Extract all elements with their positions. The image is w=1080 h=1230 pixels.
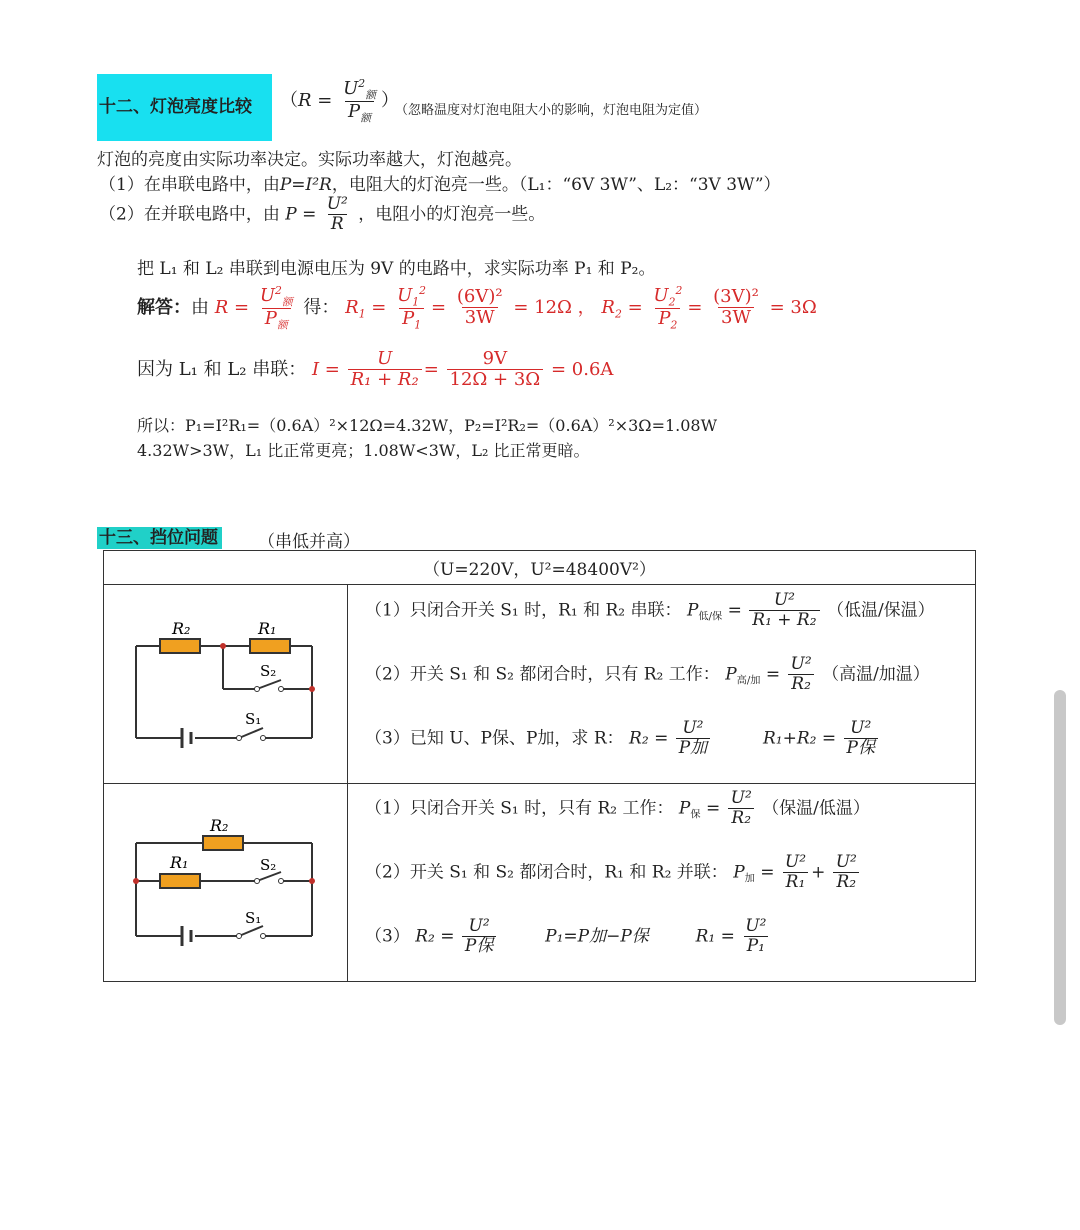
row2-line3: （3） R₂ = $\frac{\text{U²}}{\text{P保}}$ P₁=P加−P保 R₁ = $\frac{\text{U²}}{\text{P₁}}$ [365,916,767,956]
svg-text:S₂: S₂ [260,856,277,874]
svg-text:R₁: R₁ [258,619,277,638]
svg-text:R₂: R₂ [210,816,229,835]
parallel-circuit-diagram [125,815,325,955]
series-current-line: 因为 L₁ 和 L₂ 串联： I = $\frac{U}{\text{R₁ + R₂}}$ = $\frac{9V}{12\Omega + 3\Omega}$ = 0.6A [137,348,614,390]
section-12-note: （忽略温度对灯泡电阻大小的影响，灯泡电阻为定值） [395,103,708,118]
svg-text:S₁: S₁ [245,909,262,927]
resistor-r1-icon [250,639,290,653]
answer-line: 解答：由 R = $\frac{U^2_额}{P_额}$ 得： $R_1$ = $\frac{U_1^2}{P_1}$ = $\frac{\text{(6V)²}}{3W}$ = 12Ω ， $R_2$ = $\frac{U_2^2}{P_2}$ = $\frac{\text{(3V)²}}{3W}$ = 3Ω [137,284,817,332]
section-12-formula: （R = $\frac{U^2_额}{P_额}$ ） [280,77,399,125]
series-circuit-diagram [125,610,325,750]
power-result-line: 所以：P₁=I²R₁=（0.6A）²×12Ω=4.32W，P₂=I²R₂=（0.6A）²×3Ω=1.08W [137,416,718,435]
problem-statement: 把 L₁ 和 L₂ 串联到电源电压为 9V 的电路中，求实际功率 P₁ 和 P₂。 [137,259,656,279]
row1-line3: （3）已知 U、P保、P加，求 R： R₂ = $\frac{\text{U²}}{\text{P加}}$ R₁+R₂ = $\frac{\text{U²}}{\text{P保}}$ [365,720,880,758]
brightness-intro: 灯泡的亮度由实际功率决定。实际功率越大，灯泡越亮。 [97,150,522,170]
resistor-r2-icon [160,639,200,653]
row1-line1: （1）只闭合开关 S₁ 时，R₁ 和 R₂ 串联： $P_{低/保}$ = $\frac{\text{U²}}{\text{R₁ + R₂}}$ （低温/保温） [365,590,935,630]
vertical-scrollbar[interactable] [1054,690,1066,1025]
conclusion-line: 4.32W>3W，L₁ 比正常更亮；1.08W<3W，L₂ 比正常更暗。 [137,441,590,460]
svg-text:R₁: R₁ [170,853,189,872]
svg-text:S₁: S₁ [245,710,262,728]
series-rule: （1）在串联电路中，由P=I²R，电阻大的灯泡亮一些。（L₁：“6V 3W”、L₂：“3V 3W”） [99,175,781,195]
gear-table-header: （U=220V，U²=48400V²） [104,551,976,585]
row2-line1: （1）只闭合开关 S₁ 时，只有 R₂ 工作： $P_保$ = $\frac{\text{U²}}{\text{R₂}}$ （保温/低温） [365,788,870,828]
section-12-title: 十二、灯泡亮度比较 [97,74,272,141]
row1-line2: （2）开关 S₁ 和 S₂ 都闭合时，只有 R₂ 工作： $P_{高/加}$ = $\frac{\text{U²}}{\text{R₂}}$ （高温/加温） [365,654,930,694]
section-13-note: （串低并高） [258,532,360,552]
section-13-title: 十三、挡位问题 [97,527,222,549]
row2-line2: （2）开关 S₁ 和 S₂ 都闭合时，R₁ 和 R₂ 并联： $P_加$ = $\frac{\text{U²}}{\text{R₁}}$ + $\frac{\text{U²}}{\text{R₂}}$ [365,854,862,892]
resistor-r1-icon [160,874,200,888]
svg-text:R₂: R₂ [172,619,191,638]
resistor-r2-icon [203,836,243,850]
parallel-rule: （2）在并联电路中，由 P = $\frac{\text{U²}}{R}$ ，电阻小的灯泡亮一些。 [99,194,546,234]
svg-text:S₂: S₂ [260,662,277,680]
